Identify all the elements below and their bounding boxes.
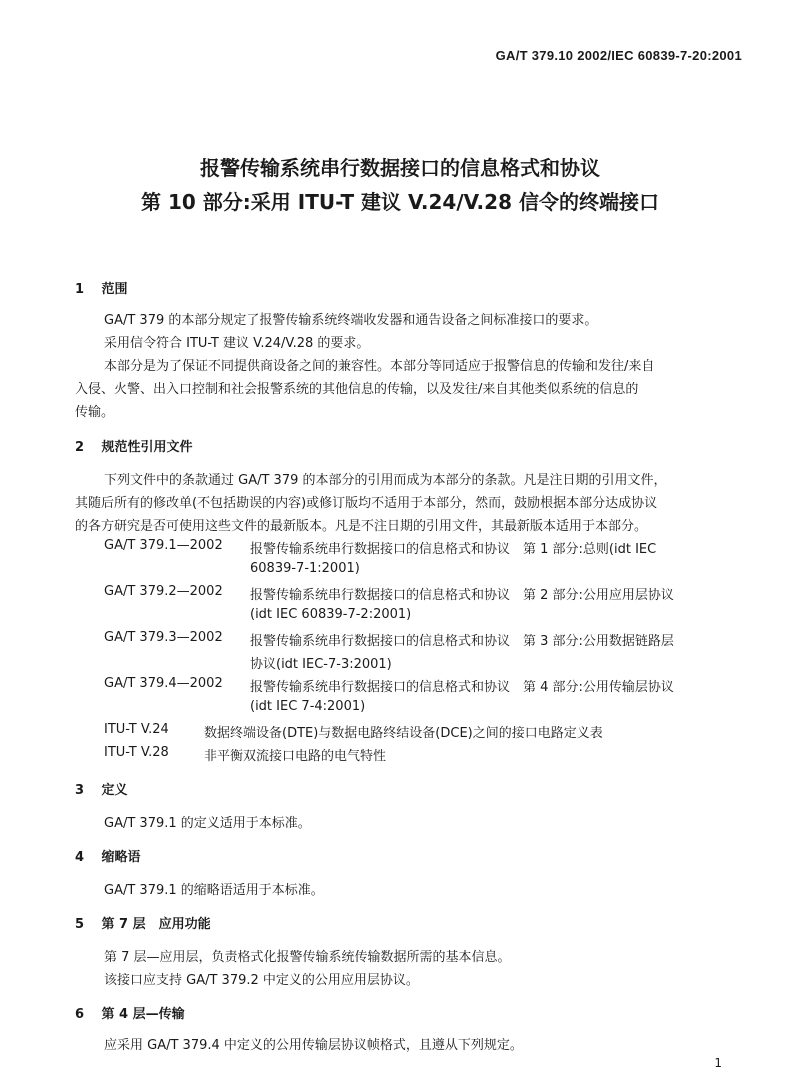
section-title: 第 4 层—传输 xyxy=(101,1007,185,1022)
paragraph: 入侵、火警、出入口控制和社会报警系统的其他信息的传输，以及发往/来自其他类似系统的信息的 xyxy=(75,382,639,397)
section-title: 缩略语 xyxy=(101,850,141,865)
paragraph: 传输。 xyxy=(75,405,115,420)
paragraph: 第 7 层—应用层，负责格式化报警传输系统传输数据所需的基本信息。 xyxy=(104,950,511,965)
section-number: 3 xyxy=(75,783,85,798)
reference-title: 报警传输系统串行数据接口的信息格式和协议 第 1 部分:总则(idt IEC xyxy=(250,542,657,557)
section-number: 6 xyxy=(75,1007,85,1022)
reference-title-cont: 协议(idt IEC-7-3:2001) xyxy=(250,657,392,672)
reference-title: 报警传输系统串行数据接口的信息格式和协议 第 2 部分:公用应用层协议 xyxy=(250,588,674,603)
section-4-heading xyxy=(75,846,141,865)
section-2-heading xyxy=(75,436,193,455)
reference-title-cont: (idt IEC 60839-7-2:2001) xyxy=(250,607,412,622)
section-1-heading xyxy=(75,278,128,297)
section-6-heading xyxy=(75,1003,185,1022)
section-number: 5 xyxy=(75,917,85,932)
document-title-line2: 第 10 部分:采用 ITU-T 建议 V.24/V.28 信令的终端接口 xyxy=(141,190,659,214)
reference-code: ITU-T V.28 xyxy=(104,745,169,760)
section-number: 4 xyxy=(75,850,85,865)
reference-code: GA/T 379.1—2002 xyxy=(104,538,223,553)
section-title: 第 7 层 应用功能 xyxy=(101,917,211,932)
reference-title: 报警传输系统串行数据接口的信息格式和协议 第 4 部分:公用传输层协议 xyxy=(250,680,674,695)
section-title: 规范性引用文件 xyxy=(101,440,193,455)
paragraph: GA/T 379.1 的定义适用于本标准。 xyxy=(104,816,311,831)
reference-code: GA/T 379.4—2002 xyxy=(104,676,223,691)
paragraph: GA/T 379 的本部分规定了报警传输系统终端收发器和通告设备之间标准接口的要求。 xyxy=(104,313,598,328)
paragraph: 该接口应支持 GA/T 379.2 中定义的公用应用层协议。 xyxy=(104,973,419,988)
section-3-heading xyxy=(75,779,128,798)
reference-code: GA/T 379.3—2002 xyxy=(104,630,223,645)
paragraph: 其随后所有的修改单(不包括勘误的内容)或修订版均不适用于本部分，然而，鼓励根据本部分达成协议 xyxy=(75,496,658,511)
paragraph: 本部分是为了保证不同提供商设备之间的兼容性。本部分等同适应于报警信息的传输和发往/来自 xyxy=(104,359,655,374)
paragraph: 的各方研究是否可使用这些文件的最新版本。凡是不注日期的引用文件，其最新版本适用于本部分。 xyxy=(75,519,648,534)
document-title-line1: 报警传输系统串行数据接口的信息格式和协议 xyxy=(200,156,600,180)
paragraph: 下列文件中的条款通过 GA/T 379 的本部分的引用而成为本部分的条款。凡是注日期的引用文件， xyxy=(104,473,667,488)
section-5-heading xyxy=(75,913,211,932)
reference-title: 非平衡双流接口电路的电气特性 xyxy=(204,749,387,764)
paragraph: GA/T 379.1 的缩略语适用于本标准。 xyxy=(104,883,324,898)
reference-title-cont: (idt IEC 7-4:2001) xyxy=(250,699,366,714)
reference-title-cont: 60839-7-1:2001) xyxy=(250,561,360,576)
section-number: 1 xyxy=(75,282,85,297)
reference-title: 报警传输系统串行数据接口的信息格式和协议 第 3 部分:公用数据链路层 xyxy=(250,634,674,649)
section-title: 范围 xyxy=(101,282,128,297)
page-number: 1 xyxy=(714,1056,722,1070)
section-number: 2 xyxy=(75,440,85,455)
section-title: 定义 xyxy=(101,783,128,798)
reference-title: 数据终端设备(DTE)与数据电路终结设备(DCE)之间的接口电路定义表 xyxy=(204,726,603,741)
reference-code: GA/T 379.2—2002 xyxy=(104,584,223,599)
paragraph: 应采用 GA/T 379.4 中定义的公用传输层协议帧格式，且遵从下列规定。 xyxy=(104,1038,523,1053)
standard-code: GA/T 379.10 2002/IEC 60839-7-20:2001 xyxy=(495,48,742,63)
paragraph: 采用信令符合 ITU-T 建议 V.24/V.28 的要求。 xyxy=(104,336,370,351)
reference-code: ITU-T V.24 xyxy=(104,722,169,737)
